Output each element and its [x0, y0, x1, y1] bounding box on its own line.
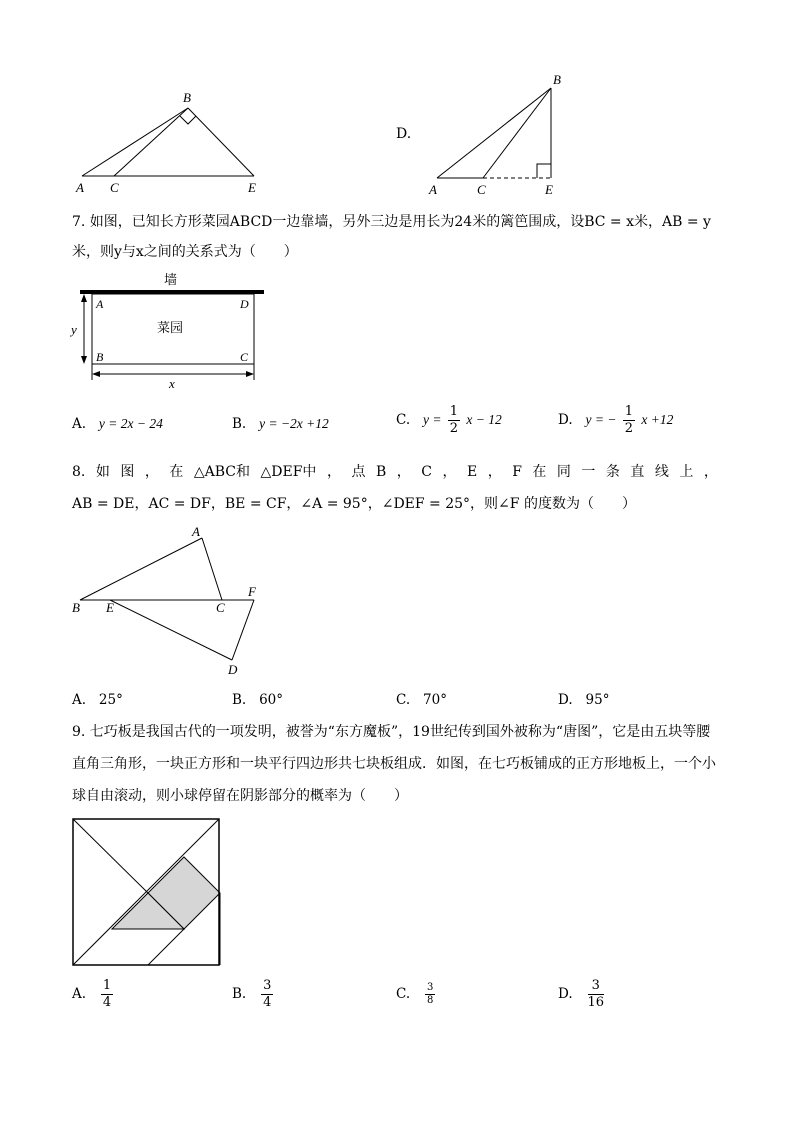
- option-letter: C.: [396, 412, 411, 428]
- option-letter: C.: [396, 692, 411, 708]
- denominator: 2: [449, 421, 459, 436]
- label-C: C: [477, 182, 486, 197]
- q9-option-a[interactable]: [72, 978, 115, 1011]
- q9-line1: 9. 七巧板是我国古代的一项发明，被誉为“东方魔板”，19世纪传到国外被称为“唐图”，它是由五块等腰: [72, 724, 711, 740]
- q8-line1-token: ，: [144, 464, 159, 480]
- garden-label: 菜园: [157, 320, 184, 335]
- option-value: 60°: [259, 692, 284, 708]
- option-value: 95°: [585, 692, 610, 708]
- q9-option-b[interactable]: [232, 978, 275, 1011]
- x-arrow-right: [246, 371, 254, 377]
- label-B: B: [96, 350, 104, 364]
- q8-line1-token: ，: [703, 464, 718, 480]
- fraction: [425, 982, 435, 1007]
- q8-line1-token: 8.: [72, 464, 86, 480]
- y-arrow-top: [81, 294, 87, 302]
- q8-line1-token: △DEF中: [260, 464, 317, 480]
- label-A: A: [192, 524, 200, 539]
- q8-line1-token: 一: [581, 464, 596, 480]
- q8-line1-token: ，: [487, 464, 502, 480]
- q8-line1-token: 在: [532, 464, 547, 480]
- q7-line1: 7. 如图，已知长方形菜园ABCD一边靠墙，另外三边是用长为24米的篱笆围成，设BC = x米，AB = y: [72, 214, 711, 230]
- segment-BE: [188, 108, 254, 176]
- q8-line1-token: ，: [442, 464, 457, 480]
- numerator: 1: [449, 404, 459, 419]
- option-letter: B.: [232, 416, 247, 432]
- label-x: x: [169, 376, 175, 390]
- q8-line1-token: 同: [556, 464, 571, 480]
- q7-option-a[interactable]: [72, 416, 163, 432]
- q8-line1-token: ，: [396, 464, 411, 480]
- q8-line1-token: 图: [120, 464, 135, 480]
- fraction: [588, 978, 605, 1011]
- q8-line1-token: 条: [605, 464, 620, 480]
- q7-option-b[interactable]: [232, 416, 329, 432]
- option-letter: C.: [396, 986, 411, 1002]
- label-A: A: [429, 182, 437, 197]
- q8-line1: [72, 462, 718, 482]
- fraction: [623, 404, 635, 437]
- option-lhs: y =: [423, 412, 442, 427]
- segment-AB: [437, 88, 551, 178]
- denominator: 4: [102, 995, 112, 1010]
- label-B: B: [553, 72, 561, 87]
- label-A: A: [96, 297, 104, 311]
- denominator: 4: [263, 995, 272, 1010]
- option-letter: D.: [558, 692, 573, 708]
- q8-option-c[interactable]: [396, 692, 447, 708]
- numerator: 3: [588, 978, 605, 995]
- option-value: 25°: [98, 692, 123, 708]
- q7-line2: 米，则y与x之间的关系式为（ ）: [72, 244, 298, 260]
- fraction: [101, 978, 113, 1011]
- option-value: 70°: [423, 692, 447, 708]
- label-E: E: [248, 180, 256, 195]
- segment-BC: [114, 108, 188, 176]
- numerator: 3: [427, 982, 434, 993]
- segment-BA: [80, 538, 202, 600]
- wall: [80, 290, 264, 294]
- option-letter: D.: [558, 412, 573, 428]
- segment-AB: [82, 108, 188, 176]
- q8-option-b[interactable]: [232, 692, 283, 708]
- triangle-figure-left: [70, 88, 270, 198]
- label-C: C: [110, 180, 119, 195]
- diag-top-left: [73, 819, 148, 893]
- wall-label: 墙: [164, 272, 178, 287]
- triangle-figure-right: [425, 70, 575, 200]
- q8-line1-token: 在: [169, 464, 184, 480]
- tangram-figure: [70, 816, 224, 970]
- option-letter: A.: [72, 986, 87, 1002]
- label-E: E: [545, 182, 553, 197]
- label-A: A: [76, 180, 84, 195]
- right-angle-mark: [537, 164, 551, 178]
- parallelogram-edge: [148, 929, 184, 965]
- q8-option-a[interactable]: [72, 692, 123, 708]
- fraction: [261, 978, 273, 1011]
- q8-line1-token: F: [512, 464, 522, 480]
- label-B: B: [183, 90, 191, 105]
- segment-ED: [110, 600, 232, 660]
- q8-triangles-figure: [68, 520, 268, 680]
- option-lhs: y = −: [585, 412, 617, 427]
- label-B: B: [72, 600, 80, 615]
- label-E: E: [106, 600, 114, 615]
- segment-DF: [232, 600, 254, 660]
- label-F: F: [248, 584, 256, 599]
- y-arrow-bottom: [81, 356, 87, 364]
- label-D: D: [228, 662, 238, 677]
- numerator: 1: [102, 978, 112, 993]
- q8-option-d[interactable]: [558, 692, 609, 708]
- q9-option-c[interactable]: [396, 982, 437, 1007]
- q8-line1-token: 直: [630, 464, 645, 480]
- q8-line1-token: C: [421, 464, 432, 480]
- q9-line3: 球自由滚动，则小球停留在阴影部分的概率为（ ）: [72, 788, 408, 804]
- q7-option-d[interactable]: [558, 404, 673, 437]
- x-arrow-left: [92, 371, 100, 377]
- denominator: 2: [624, 421, 634, 436]
- numerator: 1: [624, 404, 634, 419]
- label-D: D: [240, 297, 249, 311]
- q7-option-c[interactable]: [396, 404, 502, 437]
- q8-line1-token: △ABC和: [193, 464, 250, 480]
- q8-line1-token: 线: [654, 464, 669, 480]
- q8-line1-token: 如: [95, 464, 110, 480]
- q9-option-d[interactable]: [558, 978, 606, 1011]
- option-letter: A.: [72, 692, 87, 708]
- fraction: [448, 404, 460, 437]
- segment-AC: [202, 538, 222, 600]
- label-C: C: [216, 600, 225, 615]
- q8-line2: AB = DE，AC = DF，BE = CF，∠A = 95°，∠DEF = 25°，则∠F 的度数为（ ）: [72, 496, 636, 512]
- q8-line1-token: 点: [351, 464, 366, 480]
- label-C: C: [240, 350, 249, 364]
- option-letter: B.: [232, 692, 247, 708]
- denominator: 16: [587, 995, 605, 1010]
- option-expr: y = 2x − 24: [98, 416, 163, 431]
- option-rhs: x − 12: [466, 412, 502, 427]
- denominator: 8: [427, 995, 434, 1006]
- q8-line1-token: E: [466, 464, 478, 480]
- option-rhs: x +12: [641, 412, 674, 427]
- label-y: y: [71, 322, 77, 337]
- option-letter: B.: [232, 986, 247, 1002]
- q7-garden-figure: [68, 270, 273, 390]
- option-letter: A.: [72, 416, 87, 432]
- right-angle-mark: [180, 116, 196, 124]
- q8-line1-token: B: [375, 464, 387, 480]
- q8-line1-token: 上: [679, 464, 694, 480]
- option-d-label: D.: [396, 126, 412, 142]
- option-letter: D.: [558, 986, 573, 1002]
- option-expr: y = −2x +12: [259, 416, 329, 431]
- numerator: 3: [263, 978, 272, 993]
- q8-line1-token: ，: [326, 464, 341, 480]
- q9-line2: 直角三角形，一块正方形和一块平行四边形共七块板组成．如图，在七巧板铺成的正方形地板上，一个小: [72, 756, 716, 772]
